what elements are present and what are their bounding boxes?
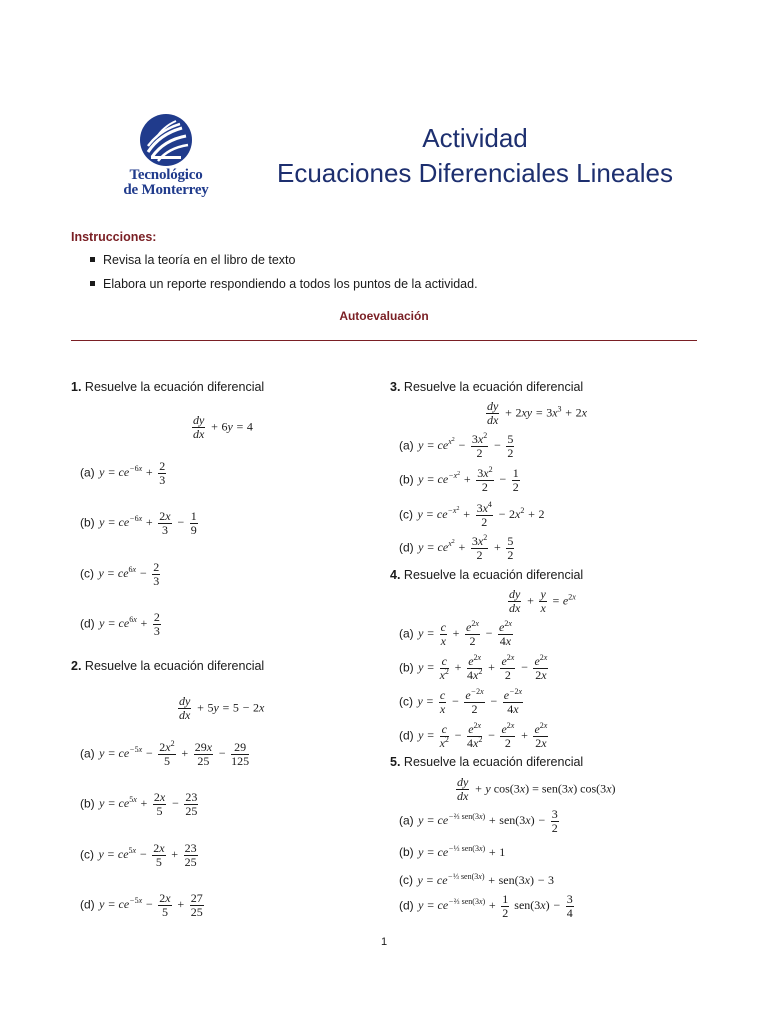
problem-2-equation: $\frac{dy}{dx}$ + 5y = 5 − 2x (179, 694, 265, 722)
problem-1-equation: $\frac{dy}{dx}$ + 6y = 4 (193, 413, 253, 441)
problem-1-statement (71, 380, 264, 394)
problem-1-option-b[interactable]: (b) $y = ce^{-6x}$ + $\frac{2x}{3}$ − $\frac{1}{9}$ (80, 509, 197, 537)
problem-number: 2. (71, 659, 82, 673)
option-label: (c) (399, 507, 413, 522)
problem-3-option-d[interactable]: (d) $y = ce^{x^2}$ + $\frac{3x^2}{2}$ + $\frac{5}{2}$ (399, 533, 514, 562)
instruction-text: Elabora un reporte respondiendo a todos los puntos de la actividad. (103, 277, 478, 291)
option-label: (b) (80, 515, 95, 530)
problem-number: 4. (390, 568, 401, 582)
option-label: (b) (399, 472, 414, 487)
problem-3-option-b[interactable]: (b) $y = ce^{-x^2}$ + $\frac{3x^2}{2}$ − $\frac{1}{2}$ (399, 465, 519, 494)
problem-5-option-d[interactable]: (d) $y = ce^{-\frac{2}{3} sen(3x)}$ + $\frac{1}{2}$ sen(3x) − $\frac{3}{4}$ (399, 892, 573, 920)
option-label: (c) (399, 873, 413, 887)
problem-4-equation: $\frac{dy}{dx}$ + $\frac{y}{x}$ = $e^{2x}$ (509, 587, 576, 615)
logo-line-2: de Monterrey (123, 182, 209, 198)
problem-4-option-b[interactable]: (b) y = $\frac{c}{x^2}$ + $\frac{e^{2x}}{4x^2}$ + $\frac{e^{2x}}{2}$ − $\frac{e^{2x}}{2x}$ (399, 653, 548, 682)
option-label: (a) (80, 746, 95, 761)
problem-5-option-a[interactable]: (a) $y = ce^{-\frac{2}{3} sen(3x)} + sen(3x)$ − $\frac{3}{2}$ (399, 807, 558, 835)
problem-5-option-b[interactable]: (b) $y = ce^{-\frac{1}{3} sen(3x)} + 1$ (399, 844, 506, 859)
instruction-item (90, 277, 478, 291)
option-label: (c) (399, 694, 413, 709)
option-label: (b) (399, 845, 414, 859)
instruction-text: Revisa la teoría en el libro de texto (103, 253, 296, 267)
problem-4-statement (390, 568, 583, 582)
problem-number: 1. (71, 380, 82, 394)
problem-2-option-b[interactable]: (b) $y = ce^{5x}$ + $\frac{2x}{5}$ − $\frac{23}{25}$ (80, 790, 198, 818)
problem-5-option-c[interactable]: (c) $y = ce^{-\frac{1}{3} sen(3x)} + sen(3x) - 3$ (399, 872, 555, 887)
option-label: (c) (80, 566, 94, 581)
problem-3-option-c[interactable]: (c) $y = ce^{-x^2}$ + $\frac{3x^4}{2}$ − $2x^2 + 2$ (399, 500, 545, 529)
option-label: (d) (80, 616, 95, 631)
option-label: (d) (399, 728, 414, 743)
self-evaluation-heading: Autoevaluación (339, 309, 429, 323)
option-label: (a) (399, 813, 414, 828)
problem-number: 3. (390, 380, 401, 394)
page-title (250, 122, 700, 192)
problem-2-option-a[interactable]: (a) $y = ce^{-5x}$ − $\frac{2x^2}{5}$ + $\frac{29x}{25}$ − $\frac{29}{125}$ (80, 739, 250, 768)
section-divider (71, 340, 697, 341)
option-label: (d) (399, 898, 414, 913)
question-text: Resuelve la ecuación diferencial (84, 659, 265, 673)
question-text: Resuelve la ecuación diferencial (403, 755, 584, 769)
option-label: (b) (80, 796, 95, 811)
option-label: (d) (80, 897, 95, 912)
option-label: (a) (399, 626, 414, 641)
problem-5-statement (390, 755, 583, 769)
question-text: Resuelve la ecuación diferencial (84, 380, 265, 394)
logo-line-1: Tecnológico (129, 167, 203, 183)
problem-4-option-d[interactable]: (d) y = $\frac{c}{x^2}$ − $\frac{e^{2x}}{4x^2}$ − $\frac{e^{2x}}{2}$ + $\frac{e^{2x}}{2x}$ (399, 721, 548, 750)
problem-5-equation: $\frac{dy}{dx}$ + y cos(3x) = sen(3x) cos(3x) (457, 775, 616, 803)
tec-logo (114, 112, 218, 202)
title-line-2: Ecuaciones Diferenciales Lineales (276, 158, 673, 188)
problem-1-option-c[interactable]: (c) $y = ce^{6x}$ − $\frac{2}{3}$ (80, 560, 160, 588)
problem-4-option-a[interactable]: (a) y = $\frac{c}{x}$ + $\frac{e^{2x}}{2}$ − $\frac{e^{2x}}{4x}$ (399, 619, 512, 648)
question-text: Resuelve la ecuación diferencial (403, 568, 584, 582)
bullet-square-icon (90, 257, 95, 262)
option-label: (c) (80, 847, 94, 862)
problem-1-option-a[interactable]: (a) $y = ce^{-6x}$ + $\frac{2}{3}$ (80, 459, 166, 487)
option-label: (a) (399, 438, 414, 453)
option-label: (d) (399, 540, 414, 555)
problem-3-statement (390, 380, 583, 394)
option-label: (b) (399, 660, 414, 675)
instruction-item (90, 253, 295, 267)
problem-number: 5. (390, 755, 401, 769)
instructions-heading: Instrucciones: (71, 230, 157, 244)
problem-4-option-c[interactable]: (c) y = $\frac{c}{x}$ − $\frac{e^{-2x}}{2}$ − $\frac{e^{-2x}}{4x}$ (399, 687, 523, 716)
option-label: (a) (80, 465, 95, 480)
problem-2-option-c[interactable]: (c) $y = ce^{5x}$ − $\frac{2x}{5}$ + $\frac{23}{25}$ (80, 841, 197, 869)
problem-3-option-a[interactable]: (a) $y = ce^{x^2}$ − $\frac{3x^2}{2}$ − $\frac{5}{2}$ (399, 431, 514, 460)
problem-2-option-d[interactable]: (d) $y = ce^{-5x}$ − $\frac{2x}{5}$ + $\frac{27}{25}$ (80, 891, 203, 919)
problem-3-equation: $\frac{dy}{dx}$ + $2xy = 3x^3 + 2x$ (487, 399, 587, 427)
bullet-square-icon (90, 281, 95, 286)
title-line-1: Actividad (422, 123, 528, 153)
question-text: Resuelve la ecuación diferencial (403, 380, 584, 394)
tec-seal-icon (126, 112, 206, 168)
problem-2-statement (71, 659, 264, 673)
page-number: 1 (380, 936, 388, 948)
problem-1-option-d[interactable]: (d) $y = ce^{6x}$ + $\frac{2}{3}$ (80, 610, 160, 638)
